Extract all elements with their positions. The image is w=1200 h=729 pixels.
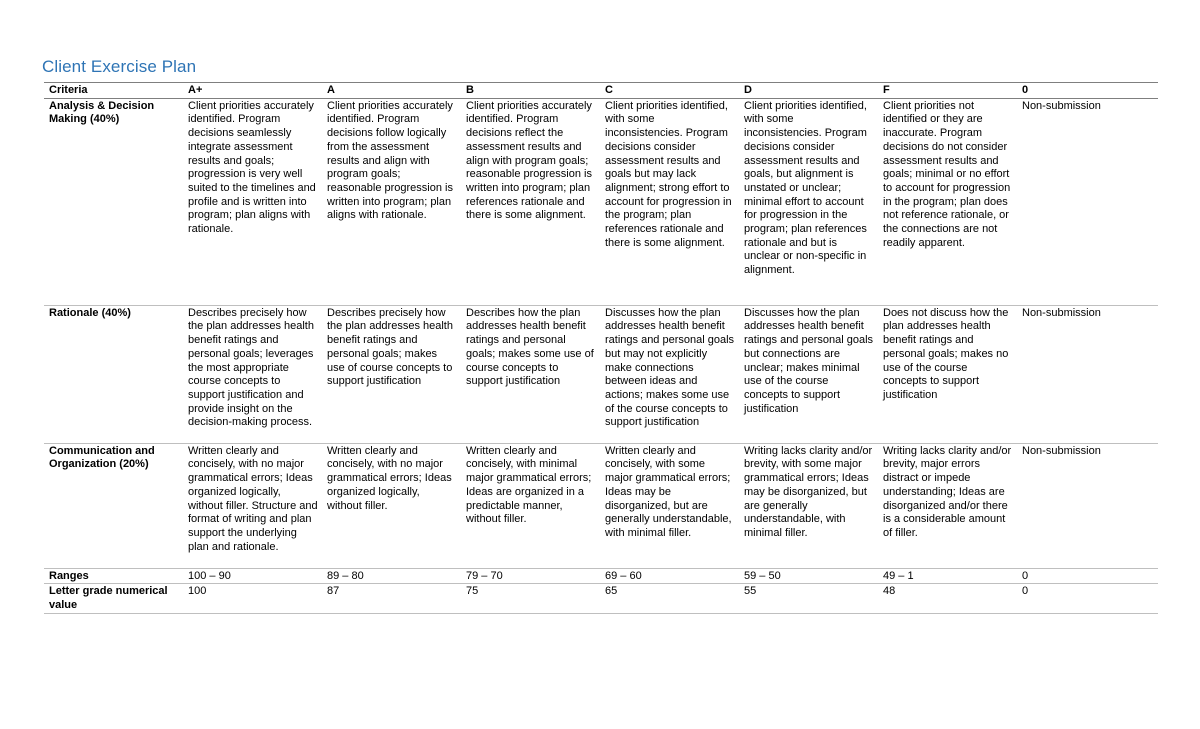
header-grade-zero: 0 [1017, 83, 1158, 99]
table-cell: Non-submission [1017, 305, 1158, 443]
table-cell: 48 [878, 584, 1017, 613]
table-cell: Non-submission [1017, 443, 1158, 568]
table-cell: 100 [183, 584, 322, 613]
header-grade-f: F [878, 83, 1017, 99]
header-grade-a-plus: A+ [183, 83, 322, 99]
table-cell: 89 – 80 [322, 568, 461, 584]
table-cell: Written clearly and concisely, with no major grammatical errors; Ideas organized logically, without filler. [322, 443, 461, 568]
table-cell: Client priorities accurately identified. Program decisions seamlessly integrate assessment results and goals; progression is very well suited to the timelines and profile and is written into program; plan aligns with rationale. [183, 98, 322, 305]
table-cell: Client priorities accurately identified. Program decisions follow logically from the assessment results and align with program goals; reasonable progression is written into program; plan aligns with rationale. [322, 98, 461, 305]
criterion-label: Analysis & Decision Making (40%) [44, 98, 183, 305]
header-criteria: Criteria [44, 83, 183, 99]
table-cell: 49 – 1 [878, 568, 1017, 584]
table-cell: Client priorities identified, with some inconsistencies. Program decisions consider assessment results and goals, but alignment is unstated or unclear; minimal effort to account for progression in the program; plan references rationale and but is unclear or non-specific in alignment. [739, 98, 878, 305]
table-cell: Client priorities accurately identified. Program decisions reflect the assessment results and align with program goals; reasonable progression is written into program; plan references rationale and there is some alignment. [461, 98, 600, 305]
table-row [44, 98, 1158, 305]
table-cell: Non-submission [1017, 98, 1158, 305]
header-grade-b: B [461, 83, 600, 99]
table-cell: 79 – 70 [461, 568, 600, 584]
table-cell: Discusses how the plan addresses health benefit ratings and personal goals but connections are unclear; makes minimal use of the course concepts to support justification [739, 305, 878, 443]
table-cell: 69 – 60 [600, 568, 739, 584]
table-cell: 75 [461, 584, 600, 613]
table-cell: Client priorities not identified or they are inaccurate. Program decisions do not consider assessment results and goals; minimal or no effort to account for progression in the program; plan does not reference rationale, or the connections are not readily apparent. [878, 98, 1017, 305]
criterion-label: Letter grade numerical value [44, 584, 183, 613]
header-grade-d: D [739, 83, 878, 99]
table-cell: 55 [739, 584, 878, 613]
table-cell: Describes precisely how the plan addresses health benefit ratings and personal goals; leverages the most appropriate course concepts to support justification and provide insight on the decision-making process. [183, 305, 322, 443]
table-row [44, 443, 1158, 568]
table-header-row [44, 83, 1158, 99]
table-cell: Describes how the plan addresses health benefit ratings and personal goals; makes some use of course concepts to support justification [461, 305, 600, 443]
criterion-label: Communication and Organization (20%) [44, 443, 183, 568]
table-cell: Does not discuss how the plan addresses health benefit ratings and personal goals; makes no use of the course concepts to support justification [878, 305, 1017, 443]
table-cell: Written clearly and concisely, with minimal major grammatical errors; Ideas are organized in a predictable manner, without filler. [461, 443, 600, 568]
table-row [44, 584, 1158, 613]
table-cell: Discusses how the plan addresses health benefit ratings and personal goals but may not explicitly make connections between ideas and actions; makes some use of the course concepts to support justification [600, 305, 739, 443]
table-cell: 100 – 90 [183, 568, 322, 584]
table-cell: Client priorities identified, with some inconsistencies. Program decisions consider assessment results and goals but may lack alignment; strong effort to account for progression in the program; plan references rationale and there is some alignment. [600, 98, 739, 305]
header-grade-c: C [600, 83, 739, 99]
table-cell: Writing lacks clarity and/or brevity, major errors distract or impede understanding; Ideas are disorganized and/or there is a considerable amount of filler. [878, 443, 1017, 568]
table-row [44, 568, 1158, 584]
table-row [44, 305, 1158, 443]
table-cell: 0 [1017, 584, 1158, 613]
table-cell: Describes precisely how the plan addresses health benefit ratings and personal goals; makes use of course concepts to support justification [322, 305, 461, 443]
criterion-label: Rationale (40%) [44, 305, 183, 443]
table-cell: 65 [600, 584, 739, 613]
criterion-label: Ranges [44, 568, 183, 584]
header-grade-a: A [322, 83, 461, 99]
document-title: Client Exercise Plan [42, 57, 197, 76]
table-cell: Written clearly and concisely, with some major grammatical errors; Ideas may be disorganized, but are generally understandable, with minimal filler. [600, 443, 739, 568]
table-cell: Written clearly and concisely, with no major grammatical errors; Ideas organized logically, without filler. Structure and format of writing and plan support the underlying plan and rationale. [183, 443, 322, 568]
table-cell: 0 [1017, 568, 1158, 584]
rubric-table [44, 82, 1158, 614]
table-cell: 87 [322, 584, 461, 613]
table-cell: Writing lacks clarity and/or brevity, with some major grammatical errors; Ideas may be disorganized, but are generally understandable, with minimal filler. [739, 443, 878, 568]
table-cell: 59 – 50 [739, 568, 878, 584]
